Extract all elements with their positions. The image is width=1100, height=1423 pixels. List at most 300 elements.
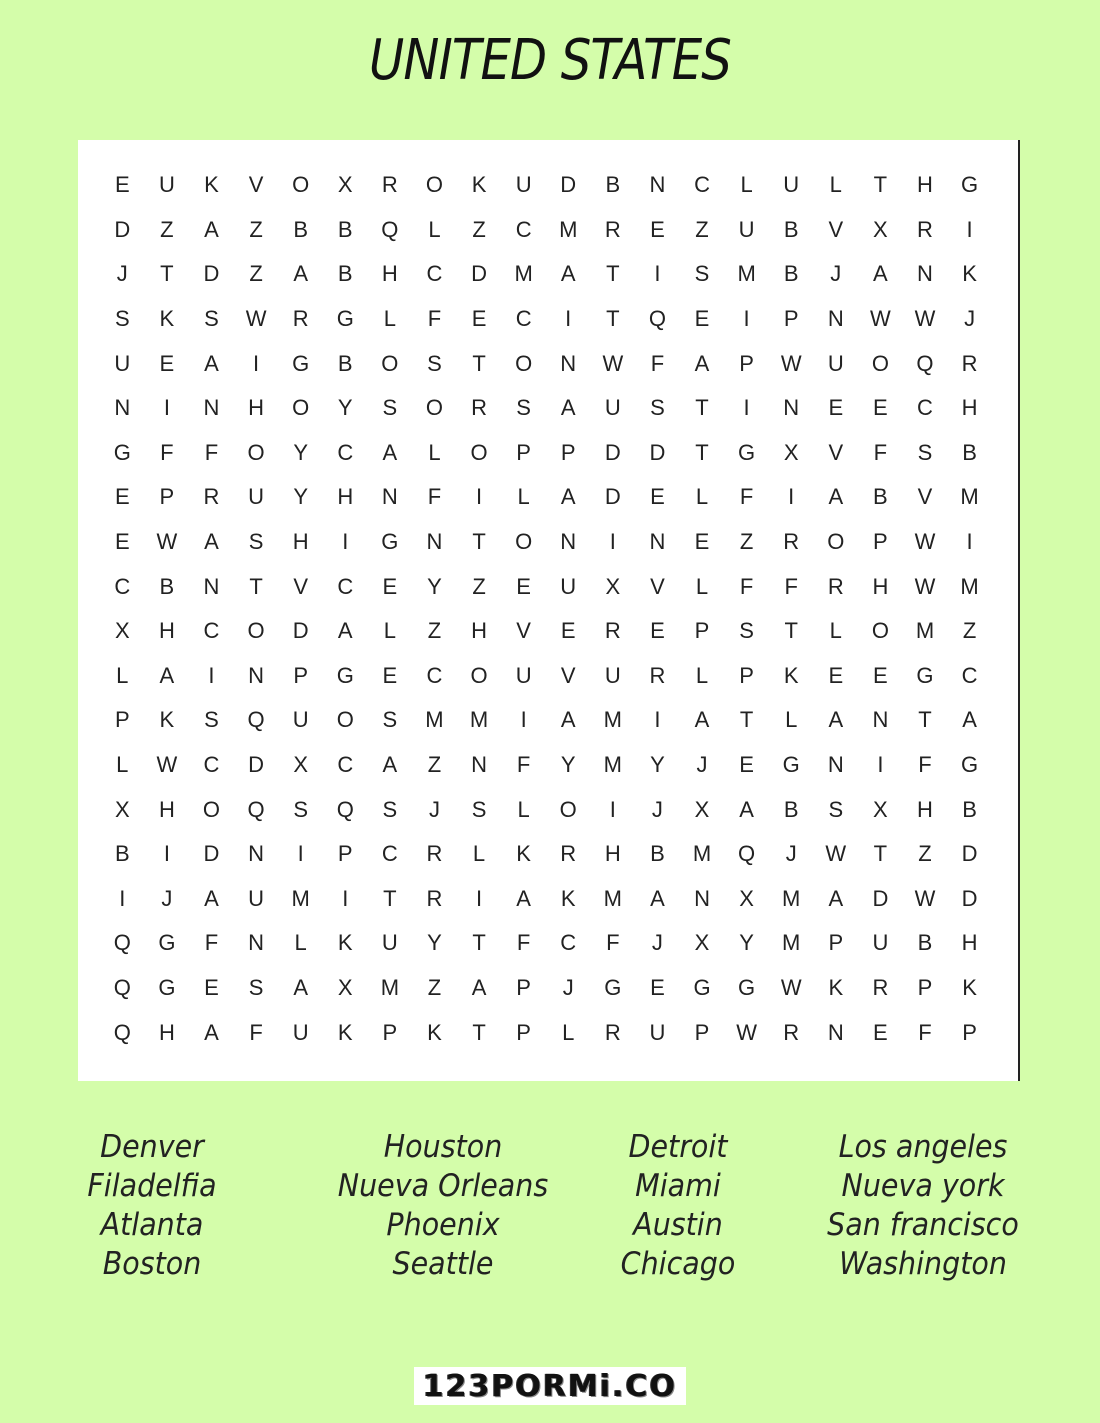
grid-cell[interactable]: G	[336, 306, 354, 332]
grid-cell[interactable]: Z	[249, 216, 263, 242]
grid-cell[interactable]: R	[381, 172, 398, 198]
grid-cell[interactable]: O	[381, 350, 399, 376]
grid-cell[interactable]: F	[160, 439, 174, 465]
grid-cell[interactable]: C	[203, 618, 220, 644]
grid-cell[interactable]: F	[516, 930, 531, 956]
grid-cell[interactable]: B	[783, 796, 799, 822]
grid-cell[interactable]: Z	[695, 216, 709, 242]
grid-cell[interactable]: L	[517, 796, 530, 822]
grid-cell[interactable]: U	[114, 350, 131, 376]
grid-cell[interactable]: E	[159, 350, 175, 376]
grid-cell[interactable]: P	[694, 618, 710, 644]
grid-cell[interactable]: U	[738, 216, 755, 242]
grid-cell[interactable]: R	[917, 216, 933, 242]
grid-cell[interactable]: P	[917, 974, 933, 1000]
grid-cell[interactable]: N	[426, 529, 443, 555]
grid-cell[interactable]: B	[917, 930, 933, 956]
grid-cell[interactable]: A	[204, 885, 219, 911]
grid-cell[interactable]: O	[292, 395, 310, 421]
grid-cell[interactable]: T	[472, 529, 486, 555]
grid-cell[interactable]: J	[964, 306, 976, 332]
grid-cell[interactable]: S	[382, 796, 398, 822]
grid-cell[interactable]: F	[516, 752, 531, 778]
grid-cell[interactable]: H	[961, 395, 978, 421]
grid-cell[interactable]: E	[560, 618, 576, 644]
grid-cell[interactable]: P	[382, 1019, 398, 1045]
grid-cell[interactable]: F	[427, 306, 442, 332]
grid-cell[interactable]: X	[293, 752, 309, 778]
grid-cell[interactable]: F	[784, 573, 798, 599]
grid-cell[interactable]: O	[336, 707, 354, 733]
grid-cell[interactable]: S	[248, 974, 264, 1000]
grid-cell[interactable]: H	[158, 1019, 175, 1045]
grid-cell[interactable]: B	[293, 216, 309, 242]
grid-cell[interactable]: X	[694, 796, 710, 822]
grid-cell[interactable]: D	[560, 172, 577, 198]
grid-cell[interactable]: E	[516, 573, 531, 599]
grid-cell[interactable]: K	[427, 1019, 442, 1045]
grid-cell[interactable]: G	[782, 752, 800, 778]
grid-cell[interactable]: A	[204, 350, 219, 376]
grid-cell[interactable]: T	[873, 172, 888, 198]
grid-cell[interactable]: R	[292, 306, 309, 332]
grid-cell[interactable]: T	[606, 306, 620, 332]
grid-cell[interactable]: N	[381, 484, 398, 510]
grid-cell[interactable]: R	[872, 974, 889, 1000]
grid-cell[interactable]: S	[248, 529, 264, 555]
grid-cell[interactable]: R	[471, 395, 487, 421]
grid-cell[interactable]: K	[962, 261, 977, 287]
grid-cell[interactable]: Q	[381, 216, 399, 242]
grid-cell[interactable]: A	[828, 484, 844, 510]
grid-cell[interactable]: O	[292, 172, 310, 198]
grid-cell[interactable]: F	[918, 752, 932, 778]
grid-cell[interactable]: N	[203, 573, 220, 599]
grid-cell[interactable]: E	[694, 529, 710, 555]
grid-cell[interactable]: O	[202, 796, 221, 822]
grid-cell[interactable]: U	[872, 930, 889, 956]
grid-cell[interactable]: V	[828, 439, 844, 465]
grid-cell[interactable]: Z	[160, 216, 174, 242]
grid-cell[interactable]: X	[337, 172, 353, 198]
grid-cell[interactable]: V	[917, 484, 933, 510]
grid-cell[interactable]: X	[114, 796, 130, 822]
grid-cell[interactable]: M	[380, 974, 400, 1000]
grid-cell[interactable]: K	[560, 885, 576, 911]
grid-cell[interactable]: I	[163, 395, 170, 421]
grid-cell[interactable]: T	[249, 573, 263, 599]
grid-cell[interactable]: V	[248, 172, 264, 198]
grid-cell[interactable]: S	[471, 796, 487, 822]
grid-cell[interactable]: B	[605, 172, 621, 198]
grid-cell[interactable]: J	[785, 841, 797, 867]
grid-cell[interactable]: H	[158, 796, 175, 822]
grid-cell[interactable]: I	[208, 662, 215, 688]
grid-cell[interactable]: D	[203, 841, 220, 867]
grid-cell[interactable]: L	[383, 618, 396, 644]
grid-cell[interactable]: I	[743, 395, 750, 421]
grid-cell[interactable]: K	[471, 172, 487, 198]
grid-cell[interactable]: R	[827, 573, 844, 599]
grid-cell[interactable]: X	[694, 930, 710, 956]
grid-cell[interactable]: E	[694, 306, 710, 332]
grid-cell[interactable]: W	[914, 885, 936, 911]
grid-cell[interactable]: G	[604, 974, 622, 1000]
grid-cell[interactable]: N	[783, 395, 800, 421]
grid-cell[interactable]: B	[159, 573, 175, 599]
grid-cell[interactable]: Q	[336, 796, 354, 822]
grid-cell[interactable]: G	[693, 974, 711, 1000]
grid-cell[interactable]: U	[604, 395, 621, 421]
grid-cell[interactable]: P	[694, 1019, 710, 1045]
grid-cell[interactable]: M	[603, 707, 622, 733]
grid-cell[interactable]: I	[788, 484, 795, 510]
grid-cell[interactable]: Q	[247, 796, 265, 822]
grid-cell[interactable]: N	[471, 752, 487, 778]
grid-cell[interactable]: B	[873, 484, 888, 510]
grid-cell[interactable]: F	[427, 484, 442, 510]
grid-cell[interactable]: I	[877, 752, 884, 778]
grid-cell[interactable]: N	[248, 841, 265, 867]
grid-cell[interactable]: N	[203, 395, 220, 421]
grid-cell[interactable]: L	[294, 930, 307, 956]
grid-cell[interactable]: T	[383, 885, 397, 911]
grid-cell[interactable]: C	[337, 573, 354, 599]
grid-cell[interactable]: A	[293, 974, 309, 1000]
grid-cell[interactable]: N	[827, 752, 844, 778]
grid-cell[interactable]: A	[204, 529, 219, 555]
grid-cell[interactable]: O	[871, 618, 889, 644]
grid-cell[interactable]: I	[609, 529, 616, 555]
grid-cell[interactable]: G	[158, 930, 176, 956]
grid-cell[interactable]: U	[158, 172, 175, 198]
grid-cell[interactable]: M	[960, 573, 979, 599]
grid-cell[interactable]: A	[204, 216, 219, 242]
grid-cell[interactable]: N	[872, 707, 889, 733]
grid-cell[interactable]: S	[739, 618, 754, 644]
grid-cell[interactable]: H	[158, 618, 175, 644]
grid-cell[interactable]: X	[605, 573, 621, 599]
grid-cell[interactable]: K	[337, 1019, 353, 1045]
grid-cell[interactable]: L	[695, 662, 709, 688]
grid-cell[interactable]: L	[740, 172, 753, 198]
grid-cell[interactable]: C	[961, 662, 978, 688]
grid-cell[interactable]: T	[873, 841, 888, 867]
grid-cell[interactable]: O	[425, 172, 444, 198]
grid-cell[interactable]: I	[654, 261, 661, 287]
grid-cell[interactable]: Z	[427, 974, 442, 1000]
grid-cell[interactable]: Z	[918, 841, 932, 867]
grid-cell[interactable]: D	[961, 841, 978, 867]
grid-cell[interactable]: P	[516, 974, 531, 1000]
grid-cell[interactable]: E	[204, 974, 219, 1000]
grid-cell[interactable]: E	[650, 618, 665, 644]
grid-cell[interactable]: Y	[560, 752, 576, 778]
grid-cell[interactable]: F	[873, 439, 888, 465]
grid-cell[interactable]: S	[694, 261, 710, 287]
grid-cell[interactable]: U	[560, 573, 577, 599]
grid-cell[interactable]: Q	[648, 306, 666, 332]
grid-cell[interactable]: A	[560, 395, 576, 421]
grid-cell[interactable]: U	[248, 484, 265, 510]
grid-cell[interactable]: P	[293, 662, 309, 688]
grid-cell[interactable]: Q	[247, 707, 265, 733]
grid-cell[interactable]: R	[604, 618, 621, 644]
grid-cell[interactable]: D	[248, 752, 265, 778]
grid-cell[interactable]: J	[651, 796, 663, 822]
grid-cell[interactable]: O	[470, 439, 488, 465]
grid-cell[interactable]: J	[696, 752, 708, 778]
grid-cell[interactable]: U	[604, 662, 621, 688]
grid-cell[interactable]: A	[337, 618, 353, 644]
grid-cell[interactable]: E	[828, 395, 844, 421]
grid-cell[interactable]: L	[695, 573, 709, 599]
grid-cell[interactable]: N	[114, 395, 131, 421]
grid-cell[interactable]: V	[516, 618, 531, 644]
grid-cell[interactable]: L	[829, 618, 842, 644]
grid-cell[interactable]: E	[650, 484, 665, 510]
grid-cell[interactable]: E	[873, 662, 888, 688]
grid-cell[interactable]: C	[515, 216, 532, 242]
grid-cell[interactable]: K	[159, 306, 175, 332]
grid-cell[interactable]: B	[337, 216, 353, 242]
grid-cell[interactable]: D	[471, 261, 487, 287]
grid-cell[interactable]: L	[472, 841, 486, 867]
grid-cell[interactable]: S	[427, 350, 442, 376]
grid-cell[interactable]: E	[471, 306, 487, 332]
grid-cell[interactable]: L	[829, 172, 842, 198]
grid-cell[interactable]: J	[116, 261, 128, 287]
grid-cell[interactable]: M	[782, 885, 801, 911]
grid-cell[interactable]: A	[650, 885, 665, 911]
grid-cell[interactable]: G	[916, 662, 934, 688]
grid-cell[interactable]: D	[604, 439, 621, 465]
grid-cell[interactable]: M	[514, 261, 533, 287]
grid-cell[interactable]: O	[559, 796, 577, 822]
grid-cell[interactable]: A	[293, 261, 309, 287]
grid-cell[interactable]: T	[472, 350, 486, 376]
grid-cell[interactable]: O	[871, 350, 889, 376]
grid-cell[interactable]: E	[873, 395, 888, 421]
grid-cell[interactable]: M	[291, 885, 310, 911]
grid-cell[interactable]: T	[160, 261, 174, 287]
grid-cell[interactable]: K	[962, 974, 977, 1000]
grid-cell[interactable]: I	[966, 529, 973, 555]
grid-cell[interactable]: D	[292, 618, 309, 644]
grid-cell[interactable]: A	[204, 1019, 219, 1045]
grid-cell[interactable]: J	[830, 261, 842, 287]
grid-cell[interactable]: S	[382, 395, 398, 421]
grid-cell[interactable]: Y	[427, 930, 442, 956]
grid-cell[interactable]: X	[337, 974, 353, 1000]
grid-cell[interactable]: F	[739, 484, 754, 510]
grid-cell[interactable]: R	[783, 1019, 800, 1045]
grid-cell[interactable]: N	[917, 261, 933, 287]
grid-cell[interactable]: X	[873, 796, 888, 822]
grid-cell[interactable]: Z	[472, 573, 486, 599]
grid-cell[interactable]: O	[247, 439, 265, 465]
grid-cell[interactable]: V	[293, 573, 309, 599]
grid-cell[interactable]: R	[604, 1019, 621, 1045]
grid-cell[interactable]: L	[428, 216, 441, 242]
grid-cell[interactable]: E	[382, 573, 398, 599]
grid-cell[interactable]: K	[828, 974, 844, 1000]
grid-cell[interactable]: E	[739, 752, 754, 778]
grid-cell[interactable]: D	[649, 439, 666, 465]
grid-cell[interactable]: Q	[738, 841, 756, 867]
grid-cell[interactable]: Q	[113, 974, 131, 1000]
grid-cell[interactable]: G	[292, 350, 310, 376]
grid-cell[interactable]: W	[780, 974, 802, 1000]
grid-cell[interactable]: Y	[293, 484, 309, 510]
grid-cell[interactable]: N	[649, 172, 666, 198]
grid-cell[interactable]: L	[517, 484, 530, 510]
grid-cell[interactable]: B	[962, 796, 977, 822]
grid-cell[interactable]: O	[515, 350, 533, 376]
grid-cell[interactable]: S	[204, 707, 219, 733]
grid-cell[interactable]: B	[783, 261, 799, 287]
grid-cell[interactable]: M	[559, 216, 578, 242]
grid-cell[interactable]: F	[249, 1019, 263, 1045]
grid-cell[interactable]: Y	[427, 573, 442, 599]
grid-cell[interactable]: Z	[427, 752, 442, 778]
grid-cell[interactable]: H	[917, 796, 933, 822]
grid-cell[interactable]: B	[114, 841, 130, 867]
grid-cell[interactable]: L	[695, 484, 709, 510]
grid-cell[interactable]: N	[560, 529, 577, 555]
grid-cell[interactable]: A	[962, 707, 977, 733]
grid-cell[interactable]: P	[337, 841, 353, 867]
grid-cell[interactable]: U	[292, 707, 309, 733]
grid-cell[interactable]: Q	[916, 350, 934, 376]
grid-cell[interactable]: P	[739, 350, 754, 376]
grid-cell[interactable]: C	[337, 752, 354, 778]
grid-cell[interactable]: U	[515, 662, 532, 688]
grid-cell[interactable]: G	[381, 529, 399, 555]
grid-cell[interactable]: G	[961, 172, 979, 198]
grid-cell[interactable]: N	[649, 529, 666, 555]
grid-cell[interactable]: S	[650, 395, 665, 421]
grid-cell[interactable]: R	[783, 529, 800, 555]
grid-cell[interactable]: N	[248, 930, 265, 956]
grid-cell[interactable]: P	[739, 662, 754, 688]
grid-cell[interactable]: W	[156, 529, 178, 555]
grid-cell[interactable]: M	[603, 885, 622, 911]
grid-cell[interactable]: A	[382, 439, 398, 465]
grid-cell[interactable]: B	[783, 216, 799, 242]
grid-cell[interactable]: Z	[472, 216, 486, 242]
grid-cell[interactable]: J	[562, 974, 574, 1000]
grid-cell[interactable]: C	[694, 172, 710, 198]
grid-cell[interactable]: I	[163, 841, 170, 867]
grid-cell[interactable]: A	[516, 885, 531, 911]
grid-cell[interactable]: L	[383, 306, 396, 332]
grid-cell[interactable]: B	[650, 841, 665, 867]
grid-cell[interactable]: Q	[113, 930, 131, 956]
grid-cell[interactable]: R	[649, 662, 666, 688]
grid-cell[interactable]: C	[560, 930, 577, 956]
grid-cell[interactable]: P	[159, 484, 175, 510]
grid-cell[interactable]: F	[204, 439, 219, 465]
grid-cell[interactable]: E	[873, 1019, 888, 1045]
grid-cell[interactable]: I	[609, 796, 616, 822]
grid-cell[interactable]: W	[914, 573, 936, 599]
grid-cell[interactable]: T	[739, 707, 754, 733]
grid-cell[interactable]: H	[381, 261, 398, 287]
grid-cell[interactable]: P	[516, 1019, 531, 1045]
grid-cell[interactable]: C	[114, 573, 131, 599]
grid-cell[interactable]: V	[828, 216, 844, 242]
grid-cell[interactable]: H	[604, 841, 621, 867]
grid-cell[interactable]: A	[560, 707, 576, 733]
grid-cell[interactable]: N	[694, 885, 710, 911]
grid-cell[interactable]: H	[248, 395, 265, 421]
grid-cell[interactable]: C	[426, 662, 443, 688]
grid-cell[interactable]: J	[428, 796, 440, 822]
grid-cell[interactable]: A	[159, 662, 175, 688]
grid-cell[interactable]: G	[336, 662, 354, 688]
grid-cell[interactable]: C	[515, 306, 532, 332]
grid-cell[interactable]: I	[565, 306, 572, 332]
grid-cell[interactable]: A	[828, 885, 844, 911]
grid-cell[interactable]: O	[247, 618, 265, 644]
grid-cell[interactable]: W	[156, 752, 178, 778]
grid-cell[interactable]: E	[114, 484, 130, 510]
grid-cell[interactable]: K	[337, 930, 353, 956]
grid-cell[interactable]: I	[253, 350, 260, 376]
grid-cell[interactable]: A	[694, 707, 710, 733]
grid-cell[interactable]: A	[739, 796, 754, 822]
grid-cell[interactable]: L	[428, 439, 441, 465]
grid-cell[interactable]: D	[961, 885, 978, 911]
grid-cell[interactable]: R	[426, 841, 443, 867]
grid-cell[interactable]: M	[603, 752, 622, 778]
grid-cell[interactable]: O	[470, 662, 488, 688]
grid-cell[interactable]: I	[342, 529, 349, 555]
grid-cell[interactable]: I	[520, 707, 527, 733]
grid-cell[interactable]: F	[918, 1019, 932, 1045]
grid-cell[interactable]: W	[602, 350, 624, 376]
grid-cell[interactable]: F	[204, 930, 219, 956]
grid-cell[interactable]: W	[825, 841, 847, 867]
grid-cell[interactable]: N	[827, 1019, 844, 1045]
grid-cell[interactable]: L	[785, 707, 798, 733]
grid-cell[interactable]: E	[114, 529, 130, 555]
grid-cell[interactable]: T	[784, 618, 798, 644]
grid-cell[interactable]: P	[783, 306, 799, 332]
grid-cell[interactable]: B	[337, 350, 353, 376]
grid-cell[interactable]: W	[914, 306, 936, 332]
grid-cell[interactable]: H	[961, 930, 978, 956]
grid-cell[interactable]: G	[113, 439, 131, 465]
grid-cell[interactable]: U	[381, 930, 398, 956]
grid-cell[interactable]: V	[560, 662, 576, 688]
grid-cell[interactable]: V	[650, 573, 665, 599]
grid-cell[interactable]: K	[783, 662, 799, 688]
grid-cell[interactable]: W	[780, 350, 802, 376]
grid-cell[interactable]: C	[917, 395, 933, 421]
grid-cell[interactable]: Z	[249, 261, 263, 287]
grid-cell[interactable]: P	[873, 529, 888, 555]
grid-cell[interactable]: X	[114, 618, 130, 644]
grid-cell[interactable]: H	[471, 618, 487, 644]
grid-cell[interactable]: C	[381, 841, 398, 867]
grid-cell[interactable]: I	[342, 885, 349, 911]
grid-cell[interactable]: A	[873, 261, 888, 287]
grid-cell[interactable]: N	[560, 350, 577, 376]
grid-cell[interactable]: I	[297, 841, 304, 867]
grid-cell[interactable]: M	[782, 930, 801, 956]
